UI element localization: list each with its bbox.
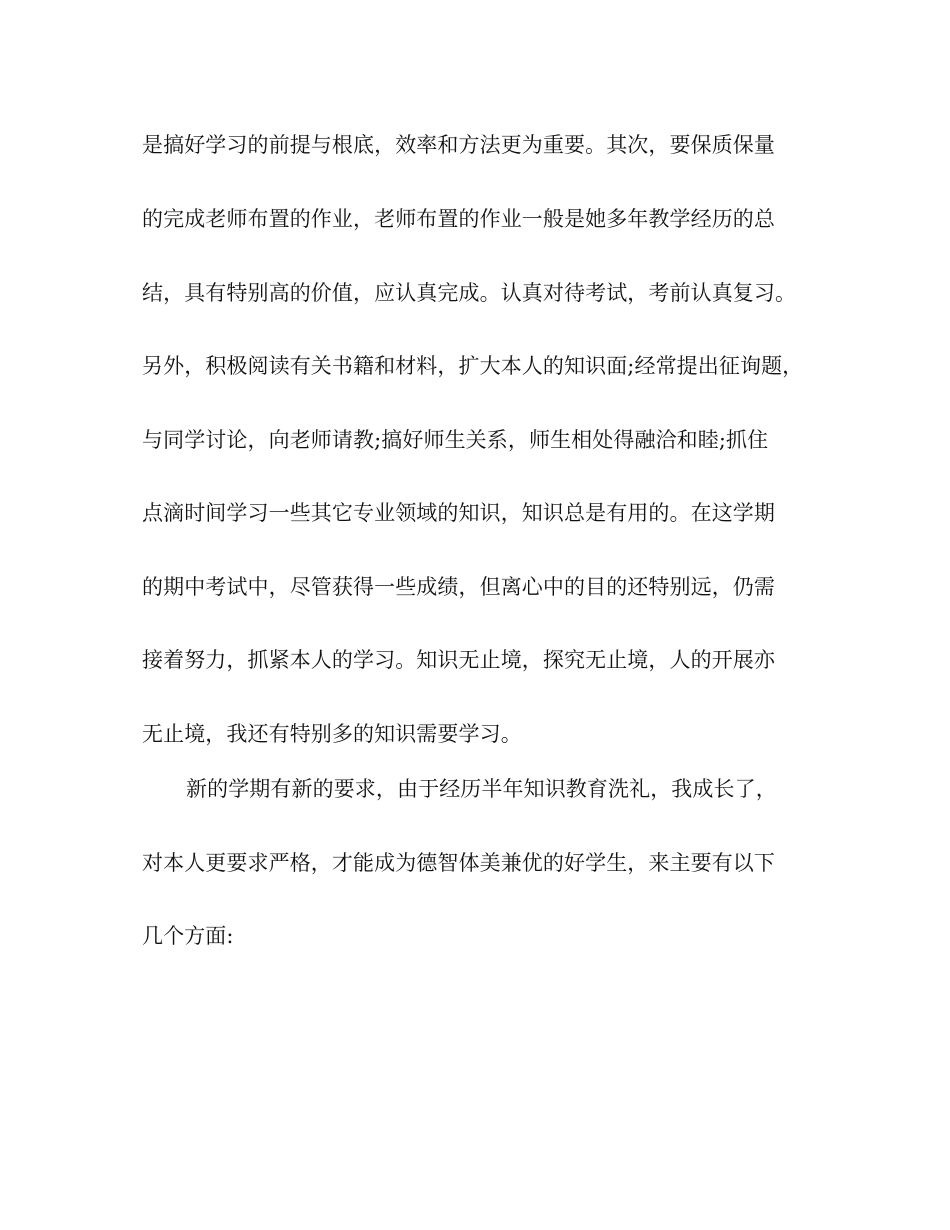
paragraph-1-line-4: 另外，积极阅读有关书籍和材料，扩大本人的知识面;经常提出征询题， [142,354,804,378]
paragraph-1-line-1: 是搞好学习的前提与根底，效率和方法更为重要。其次，要保质保量 [142,133,775,157]
paragraph-1-line-5: 与同学讨论，向老师请教;搞好师生关系，师生相处得融洽和睦;抓住 [142,428,769,452]
paragraph-2-line-3: 几个方面: [142,924,234,948]
paragraph-1-line-9: 无止境，我还有特别多的知识需要学习。 [142,722,522,746]
paragraph-1-line-7: 的期中考试中，尽管获得一些成绩，但离心中的目的还特别远，仍需 [142,575,775,599]
paragraph-2-line-2: 对本人更要求严格，才能成为德智体美兼优的好学生，来主要有以下 [142,851,775,875]
paragraph-1-line-2: 的完成老师布置的作业，老师布置的作业一般是她多年教学经历的总 [142,207,775,231]
paragraph-1-line-6: 点滴时间学习一些其它专业领域的知识，知识总是有用的。在这学期 [142,501,775,525]
paragraph-2-line-1: 新的学期有新的要求，由于经历半年知识教育洗礼，我成长了， [186,777,777,801]
paragraph-1-line-8: 接着努力，抓紧本人的学习。知识无止境，探究无止境，人的开展亦 [142,648,775,672]
paragraph-1-line-3: 结，具有特别高的价值，应认真完成。认真对待考试，考前认真复习。 [142,281,797,305]
